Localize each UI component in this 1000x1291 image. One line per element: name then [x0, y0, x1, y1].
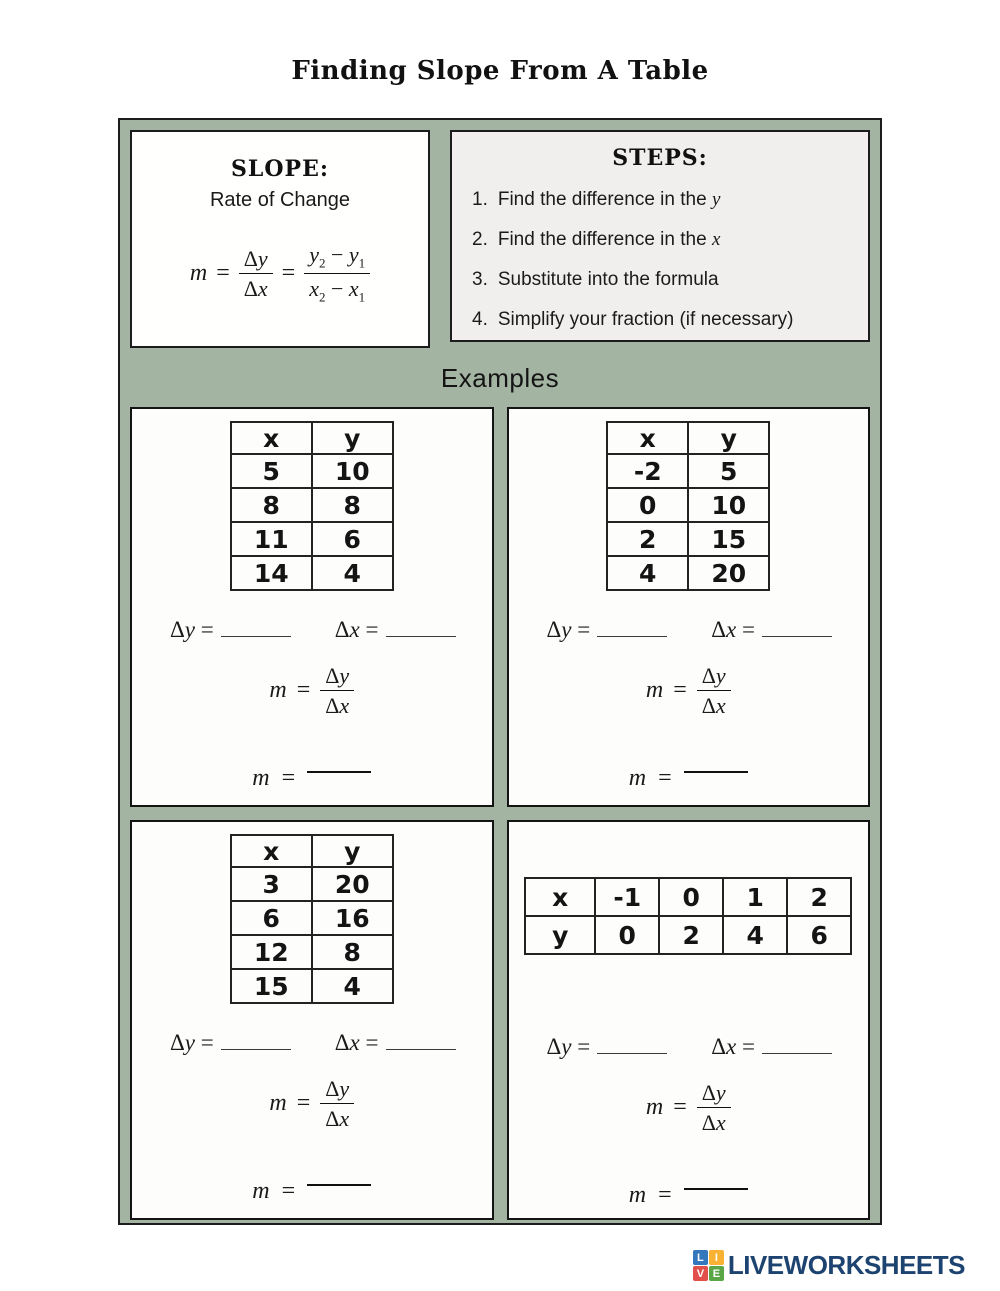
- table-row: 11 6: [231, 522, 393, 556]
- table-row-y: y 0 2 4 6: [525, 916, 851, 954]
- m-answer-blank[interactable]: [684, 1188, 748, 1190]
- examples-grid: [130, 407, 870, 1220]
- step-3: 3. Substitute into the formula: [472, 269, 719, 290]
- top-row: [130, 130, 870, 348]
- steps-box: [450, 130, 870, 342]
- m-answer-row: m =: [132, 1178, 492, 1205]
- example-3-table: [230, 834, 394, 1004]
- table-row: 2 15: [607, 522, 769, 556]
- m-answer-row: m =: [509, 765, 869, 792]
- delta-y-blank: Δy =: [170, 1030, 291, 1056]
- m-fraction-row: m = $\frac{\Delta y}{\Delta x}$: [509, 1080, 869, 1136]
- table-row: 14 4: [231, 556, 393, 590]
- delta-y-blank: Δy =: [547, 617, 668, 643]
- m-fraction-row: m = $\frac{\Delta y}{\Delta x}$: [509, 663, 869, 719]
- table-header-row: x y: [231, 422, 393, 454]
- logo-text: LIVEWORKSHEETS: [727, 1250, 965, 1280]
- slope-formula: [132, 242, 428, 306]
- m-fraction-row: m = $\frac{\Delta y}{\Delta x}$: [132, 1076, 492, 1132]
- delta-x-blank: Δx =: [335, 1030, 456, 1056]
- page-title: Finding Slope From A Table: [291, 56, 709, 86]
- m-answer-blank[interactable]: [307, 771, 371, 773]
- delta-blanks-row: [132, 617, 492, 643]
- logo-tile-v: V: [693, 1266, 708, 1281]
- delta-x-answer-blank[interactable]: [386, 622, 456, 637]
- fraction-y2y1-x2x1: $\frac{y_2 - y_1}{x_2 - x_1}$: [304, 242, 370, 306]
- table-row: -2 5: [607, 454, 769, 488]
- fraction-dy-dx: $\frac{\Delta y}{\Delta x}$: [239, 246, 273, 302]
- formula-equals-1: =: [216, 260, 230, 287]
- examples-heading: Examples: [440, 363, 560, 393]
- slope-definition-box: [130, 130, 430, 348]
- example-panel-1: [130, 407, 494, 807]
- table-header-row: x y: [607, 422, 769, 454]
- table-row: 5 10: [231, 454, 393, 488]
- example-1-table: [230, 421, 394, 591]
- slope-box-title: SLOPE:: [231, 156, 329, 182]
- delta-blanks-row: [132, 1030, 492, 1056]
- example-panel-2: [507, 407, 871, 807]
- steps-box-title: STEPS:: [612, 145, 708, 171]
- delta-x-answer-blank[interactable]: [762, 1039, 832, 1054]
- m-answer-row: m =: [509, 1182, 869, 1209]
- example-4-table: [524, 877, 852, 955]
- delta-y-answer-blank[interactable]: [221, 1035, 291, 1050]
- step-1: 1. Find the difference in the y: [472, 189, 721, 210]
- fraction-dy-dx: $\frac{\Delta y}{\Delta x}$: [320, 663, 354, 719]
- table-header-row: x y: [231, 835, 393, 867]
- fraction-dy-dx: $\frac{\Delta y}{\Delta x}$: [697, 663, 731, 719]
- example-panel-4: [507, 820, 871, 1220]
- delta-x-blank: Δx =: [711, 617, 832, 643]
- delta-x-answer-blank[interactable]: [762, 622, 832, 637]
- fraction-dy-dx: $\frac{\Delta y}{\Delta x}$: [320, 1076, 354, 1132]
- delta-x-blank: Δx =: [711, 1034, 832, 1060]
- delta-x-answer-blank[interactable]: [386, 1035, 456, 1050]
- fraction-dy-dx: $\frac{\Delta y}{\Delta x}$: [697, 1080, 731, 1136]
- delta-y-blank: Δy =: [170, 617, 291, 643]
- m-answer-blank[interactable]: [684, 771, 748, 773]
- example-2-table: [606, 421, 770, 591]
- step-4: 4. Simplify your fraction (if necessary): [472, 309, 794, 330]
- m-answer-blank[interactable]: [307, 1184, 371, 1186]
- logo-tile-i: I: [709, 1250, 724, 1265]
- delta-y-blank: Δy =: [547, 1034, 668, 1060]
- delta-y-answer-blank[interactable]: [597, 622, 667, 637]
- liveworksheets-tiles-icon: [693, 1250, 724, 1281]
- m-fraction-row: m = $\frac{\Delta y}{\Delta x}$: [132, 663, 492, 719]
- table-row: 8 8: [231, 488, 393, 522]
- logo-tile-l: L: [693, 1250, 708, 1265]
- table-row: 12 8: [231, 935, 393, 969]
- table-row: 6 16: [231, 901, 393, 935]
- slope-box-subtitle: Rate of Change: [209, 189, 351, 211]
- table-row: 15 4: [231, 969, 393, 1003]
- delta-y-answer-blank[interactable]: [221, 622, 291, 637]
- table-row-x: x -1 0 1 2: [525, 878, 851, 916]
- worksheet-frame: [118, 118, 882, 1225]
- delta-y-answer-blank[interactable]: [597, 1039, 667, 1054]
- delta-x-blank: Δx =: [335, 617, 456, 643]
- formula-equals-2: =: [281, 260, 296, 287]
- delta-blanks-row: [509, 1034, 869, 1060]
- liveworksheets-logo[interactable]: [693, 1250, 965, 1281]
- m-answer-row: m =: [132, 765, 492, 792]
- table-row: 4 20: [607, 556, 769, 590]
- logo-tile-e: E: [709, 1266, 724, 1281]
- table-row: 3 20: [231, 867, 393, 901]
- example-panel-3: [130, 820, 494, 1220]
- delta-blanks-row: [509, 617, 869, 643]
- formula-m: m: [189, 260, 208, 287]
- step-2: 2. Find the difference in the x: [472, 229, 721, 250]
- table-row: 0 10: [607, 488, 769, 522]
